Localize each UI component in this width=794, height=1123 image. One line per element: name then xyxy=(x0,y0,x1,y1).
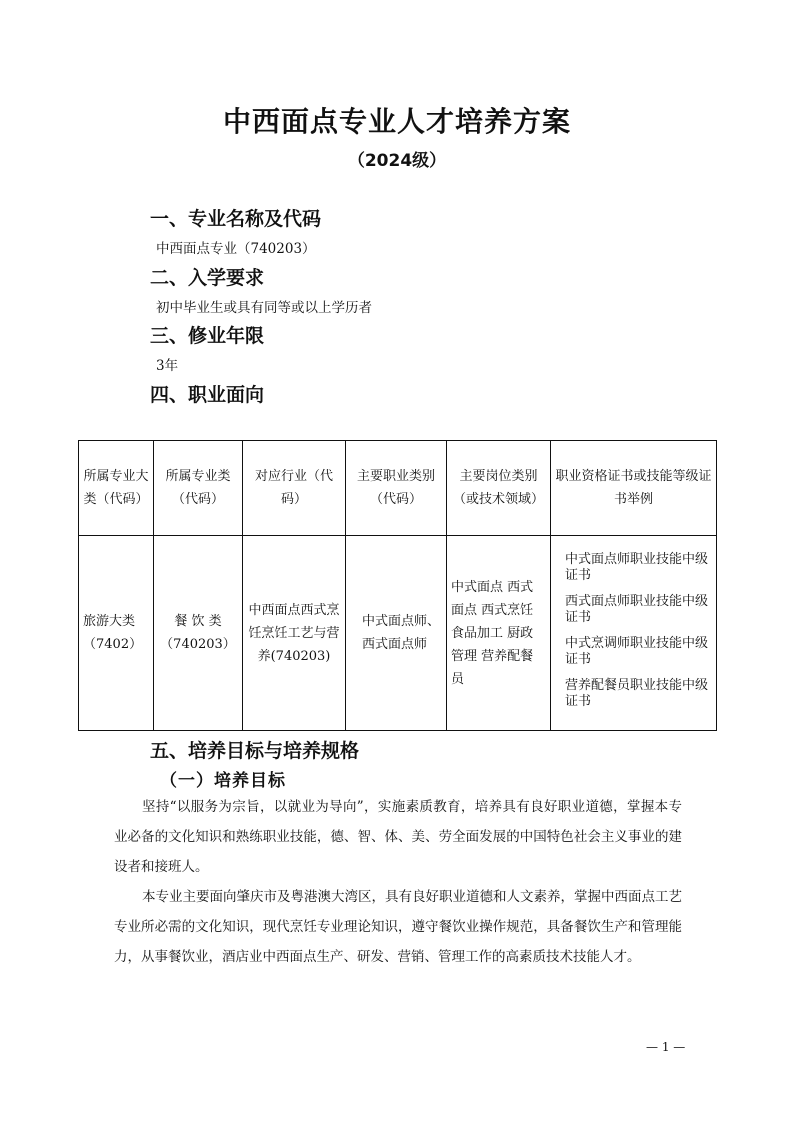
table-header-cell: 对应行业（代码） xyxy=(243,441,346,536)
table-header-cell: 主要职业类别（代码） xyxy=(346,441,447,536)
page-subtitle: （2024级） xyxy=(347,151,447,171)
section-2-heading: 二、入学要求 xyxy=(150,267,265,289)
table-row xyxy=(79,536,717,731)
table-cell-industry: 中西面点西式烹饪烹饪工艺与营养(740203) xyxy=(243,536,346,731)
certificate-item: 中式面点师职业技能中级证书 xyxy=(565,552,709,583)
section-3-content: 3年 xyxy=(156,358,179,374)
table-header-row xyxy=(79,441,717,536)
table-cell-major-category: 旅游大类（7402） xyxy=(79,536,154,731)
table-cell-major-class: 餐 饮 类（740203） xyxy=(154,536,243,731)
page-title: 中西面点专业人才培养方案 xyxy=(222,105,571,138)
certificate-item: 中式烹调师职业技能中级证书 xyxy=(565,636,709,667)
table-header-cell: 职业资格证书或技能等级证书举例 xyxy=(551,441,717,536)
section-1-content: 中西面点专业（740203） xyxy=(156,241,316,257)
certificate-item: 营养配餐员职业技能中级证书 xyxy=(565,678,709,709)
certificate-item: 西式面点师职业技能中级证书 xyxy=(565,594,709,625)
paragraph: 坚持“以服务为宗旨，以就业为导向”，实施素质教育，培养具有良好职业道德，掌握本专业必备的文化知识和熟练职业技能，德、智、体、美、劳全面发展的中国特色社会主义事业的建设者和接班人。 xyxy=(114,799,682,875)
table-cell-positions: 中式面点 西式面点 西式烹饪 食品加工 厨政管理 营养配餐员 xyxy=(447,536,551,731)
paragraph: 本专业主要面向肇庆市及粤港澳大湾区，具有良好职业道德和人文素养，掌握中西面点工艺专业所必需的文化知识，现代烹饪专业理论知识，遵守餐饮业操作规范，具备餐饮生产和管理能力，从事餐饮业，酒店业中西面点生产、研发、营销、管理工作的高素质技术技能人才。 xyxy=(114,889,682,965)
section-3-heading: 三、修业年限 xyxy=(150,325,265,347)
career-table xyxy=(78,440,717,731)
section-5-subheading: （一）培养目标 xyxy=(160,771,286,791)
table-cell-occupation: 中式面点师、西式面点师 xyxy=(346,536,447,731)
table-header-cell: 主要岗位类别（或技术领域） xyxy=(447,441,551,536)
section-5-heading: 五、培养目标与培养规格 xyxy=(150,740,360,762)
section-1-heading: 一、专业名称及代码 xyxy=(150,208,322,230)
section-4-heading: 四、职业面向 xyxy=(150,384,265,406)
page-number: — 1 — xyxy=(646,1040,686,1054)
table-header-cell: 所属专业类 （代码） xyxy=(154,441,243,536)
table-cell-certificates xyxy=(551,536,717,731)
section-2-content: 初中毕业生或具有同等或以上学历者 xyxy=(156,300,372,316)
table-header-cell: 所属专业大类（代码） xyxy=(79,441,154,536)
